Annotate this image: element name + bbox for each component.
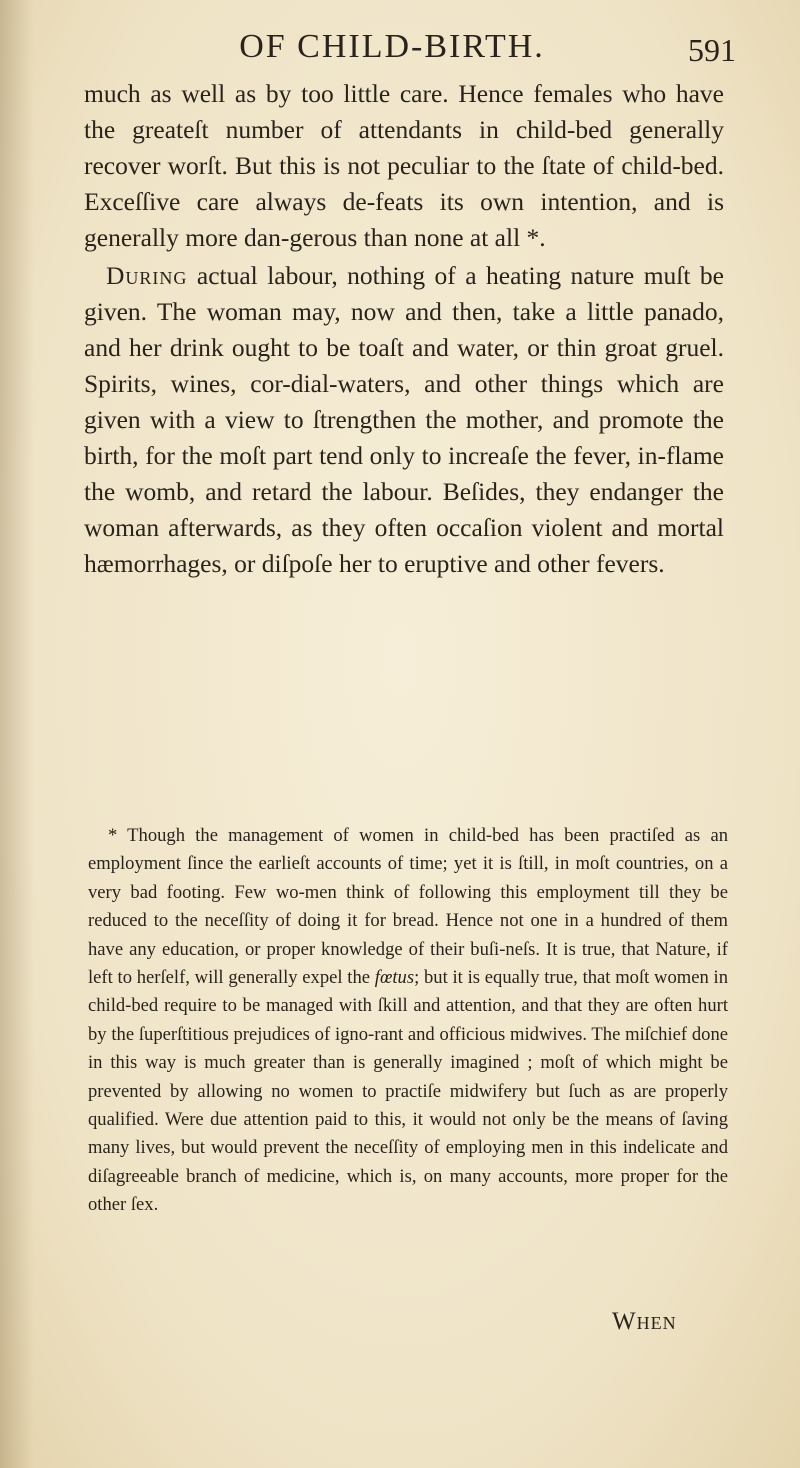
- paragraph-2: [84, 258, 724, 582]
- page-header: [72, 10, 772, 70]
- gutter-shadow: [0, 0, 34, 1468]
- footnote-text-a: * Though the management of women in child-bed has been practiſed as an employment ſince the earlieſt accounts of time; yet it is ſtill, in moſt countries, on a very bad footing. Few wo-men think of following this employment till they be reduced to the neceſſity of doing it for bread. Hence not one in a hundred of them have any education, or proper knowledge of their buſi-neſs. It is true, that Nature, if left to herſelf, will generally expel the: [88, 825, 728, 989]
- footnote: [88, 822, 728, 1220]
- running-head: OF CHILD-BIRTH.: [239, 28, 545, 65]
- main-text: [84, 76, 724, 582]
- page-number: 591: [688, 32, 736, 68]
- footnote-text-b: ; but it is equally true, that moſt women in child-bed require to be managed with ſkill and attention, and that they are often hurt by the ſuperſtitious prejudices of igno-rant and officious midwives. The miſchief done in this way is much greater than is generally imagined ; moſt of which might be prevented by allowing no women to practiſe midwifery but ſuch as are properly qualified. Were due attention paid to this, it would not only be the means of ſaving many lives, but would prevent the neceſſity of employing men in this indelicate and diſagreeable branch of medicine, which is, on many accounts, more proper for the other ſex.: [88, 967, 729, 1216]
- paragraph-2-lead: During: [106, 261, 188, 290]
- paragraph-1: much as well as by too little care. Hence females who have the greateſt number of attendants in child-bed generally recover worſt. But this is not peculiar to the ſtate of child-bed. Exceſſive care always de-feats its own intention, and is generally more dan-gerous than none at all *.: [84, 79, 724, 252]
- footnote-foetus: fœtus: [374, 967, 415, 989]
- catchword: When: [612, 1308, 677, 1335]
- paragraph-2-text: actual labour, nothing of a heating nature muſt be given. The woman may, now and then, take a little panado, and her drink ought to be toaſt and water, or thin groat gruel. Spirits, wines, cor-dial-waters, and other things which are given with a view to ſtrengthen the mother, and promote the birth, for the moſt part tend only to increaſe the fever, in-flame the womb, and retard the labour. Beſides, they endanger the woman afterwards, as they often occaſion violent and mortal hæmorrhages, or diſpoſe her to eruptive and other fevers.: [84, 261, 724, 578]
